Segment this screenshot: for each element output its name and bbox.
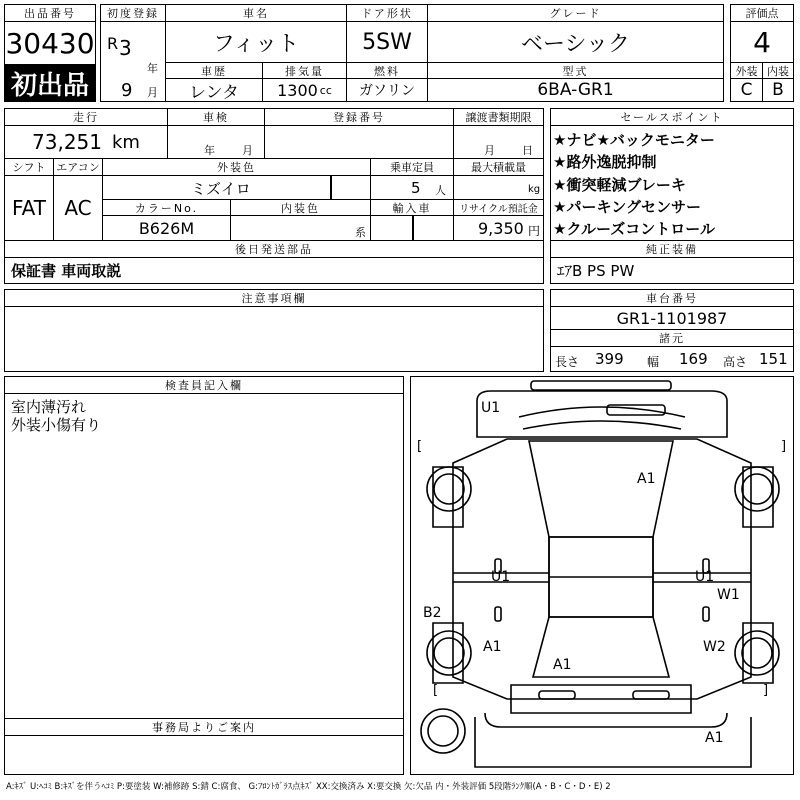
equip-label: 純正装備 <box>550 240 794 258</box>
damage-mark: U1 <box>491 569 511 585</box>
int-color-label: 内装色 <box>230 199 371 216</box>
import-divider <box>412 215 414 241</box>
chassis-value: GR1-1101987 <box>550 306 794 330</box>
int-color-box <box>230 215 371 241</box>
color-code-label: カラーNo. <box>102 199 231 216</box>
damage-mark: [ <box>417 439 423 454</box>
capacity-unit: 人 <box>435 184 446 197</box>
disp-unit: cc <box>319 83 332 97</box>
inspect-label: 車検 <box>167 108 265 126</box>
ext-label: 外装 <box>730 62 763 79</box>
color-code: B626M <box>102 215 231 241</box>
recycle-unit: 円 <box>528 224 541 238</box>
recycle-box <box>453 215 544 241</box>
color-divider <box>330 175 332 200</box>
disp-label: 排気量 <box>262 62 347 79</box>
transfer-day-unit: 日 <box>522 144 533 157</box>
grade-value: ベーシック <box>427 21 724 63</box>
reg-month: 9 <box>121 80 133 101</box>
lot-label: 出品番号 <box>4 4 96 22</box>
damage-mark: A1 <box>705 730 724 746</box>
door-label: ドア形状 <box>346 4 428 22</box>
import-box <box>370 215 454 241</box>
reg-month-unit: 月 <box>147 86 158 99</box>
damage-mark: U1 <box>481 400 501 416</box>
damage-diagram <box>410 376 794 775</box>
later-label: 後日発送部品 <box>4 240 544 258</box>
car-label: 車名 <box>165 4 347 22</box>
office-box <box>4 735 404 775</box>
inspector-line: 室内薄汚れ <box>11 398 87 416</box>
damage-mark: A1 <box>637 471 656 487</box>
disp-cell <box>262 78 347 102</box>
notes-box <box>4 306 544 372</box>
int-color-suffix: 系 <box>355 226 366 239</box>
recycle-value: 9,350 <box>478 219 524 238</box>
score-value: 4 <box>730 21 794 63</box>
aircon-label: エアコン <box>53 158 103 176</box>
wid-label: 幅 <box>647 355 660 369</box>
shift-value: FAT <box>4 175 54 241</box>
mileage-value: 73,251 <box>32 130 102 154</box>
fuel-value: ガソリン <box>346 78 428 102</box>
hgt-label: 高さ <box>723 355 748 369</box>
damage-mark: U1 <box>695 569 715 585</box>
sales-item: ★パーキングセンサー <box>553 198 701 216</box>
spec-label: 諸元 <box>550 329 794 347</box>
sales-label: セールスポイント <box>550 108 794 126</box>
grade-label: グレード <box>427 4 724 22</box>
load-unit: kg <box>528 184 541 195</box>
import-label: 輸入車 <box>370 199 454 216</box>
history-label: 車歴 <box>165 62 263 79</box>
model-label: 型式 <box>427 62 724 79</box>
wid-value: 169 <box>679 350 708 368</box>
damage-mark: B2 <box>423 605 442 621</box>
spec-box <box>550 346 794 372</box>
plate-label: 登録番号 <box>264 108 454 126</box>
equip-value: ｴｱB PS PW <box>550 257 794 284</box>
lot-number: 30430 <box>4 21 96 65</box>
reg-box <box>100 21 166 102</box>
capacity-value: 5 <box>411 179 421 197</box>
inspect-year-unit: 年 <box>204 144 215 157</box>
reg-year-unit: 年 <box>147 62 158 75</box>
transfer-label: 譲渡書類期限 <box>453 108 544 126</box>
capacity-box <box>370 175 454 200</box>
color-box <box>102 175 371 200</box>
damage-mark: W1 <box>717 587 740 603</box>
damage-mark: W2 <box>703 639 726 655</box>
door-value: 5SW <box>346 21 428 63</box>
fuel-label: 燃料 <box>346 62 428 79</box>
recycle-label: リサイクル預託金 <box>453 199 544 216</box>
capacity-label: 乗車定員 <box>370 158 454 176</box>
color-label: 外装色 <box>102 158 371 176</box>
disp-value: 1300 <box>277 80 318 100</box>
legend: A:ｷｽﾞ U:ﾍｺﾐ B:ｷｽﾞを伴うﾍｺﾐ P:要塗装 W:補修跡 S:錆 C:腐食、 G:ﾌﾛﾝﾄｶﾞﾗｽ点ｷｽﾞ XX:交換済み X:要交換 欠:欠品 内・外装評価 5段階ﾗﾝｸ順(A・B・C・D・E) 2 <box>6 782 611 792</box>
model-value: 6BA-GR1 <box>427 78 724 102</box>
damage-mark: A1 <box>553 657 572 673</box>
color-value: ミズイロ <box>191 180 251 198</box>
damage-mark: A1 <box>483 639 502 655</box>
first-listing-badge: 初出品 <box>4 64 96 102</box>
load-box <box>453 175 544 200</box>
car-outline <box>411 377 795 776</box>
len-value: 399 <box>595 350 624 368</box>
sales-box <box>550 125 794 241</box>
inspect-month-unit: 月 <box>242 144 253 157</box>
sales-item: ★衝突軽減ブレーキ <box>553 176 686 194</box>
transfer-month-unit: 月 <box>484 144 495 157</box>
history-value: レンタ <box>165 78 263 102</box>
notes-label: 注意事項欄 <box>4 289 544 307</box>
damage-mark: [ <box>433 683 439 698</box>
plate-box <box>264 125 454 159</box>
damage-mark: ] <box>763 683 769 698</box>
aircon-value: AC <box>53 175 103 241</box>
chassis-label: 車台番号 <box>550 289 794 307</box>
reg-era: R <box>107 34 119 53</box>
damage-mark: ] <box>781 439 787 454</box>
inspector-box <box>4 393 404 719</box>
transfer-box <box>453 125 544 159</box>
inspector-line: 外装小傷有り <box>11 416 102 434</box>
int-score: B <box>762 78 794 102</box>
inspector-label: 検査員記入欄 <box>4 376 404 394</box>
hgt-value: 151 <box>759 350 788 368</box>
ext-score: C <box>730 78 763 102</box>
sales-item: ★ナビ★バックモニター <box>553 131 715 149</box>
reg-year: 3 <box>119 36 132 60</box>
int-label: 内装 <box>762 62 794 79</box>
mileage-unit: km <box>112 131 140 153</box>
mileage-cell <box>4 125 168 159</box>
later-value: 保証書 車両取説 <box>4 257 544 284</box>
load-label: 最大積載量 <box>453 158 544 176</box>
mileage-label: 走行 <box>4 108 168 126</box>
shift-label: シフト <box>4 158 54 176</box>
inspect-box <box>167 125 265 159</box>
office-label: 事務局よりご案内 <box>4 718 404 736</box>
car-name: フィット <box>165 21 347 63</box>
reg-label: 初度登録 <box>100 4 166 22</box>
sales-item: ★クルーズコントロール <box>553 220 715 238</box>
len-label: 長さ <box>555 355 580 369</box>
sales-item: ★路外逸脱抑制 <box>553 153 657 171</box>
score-label: 評価点 <box>730 4 794 22</box>
